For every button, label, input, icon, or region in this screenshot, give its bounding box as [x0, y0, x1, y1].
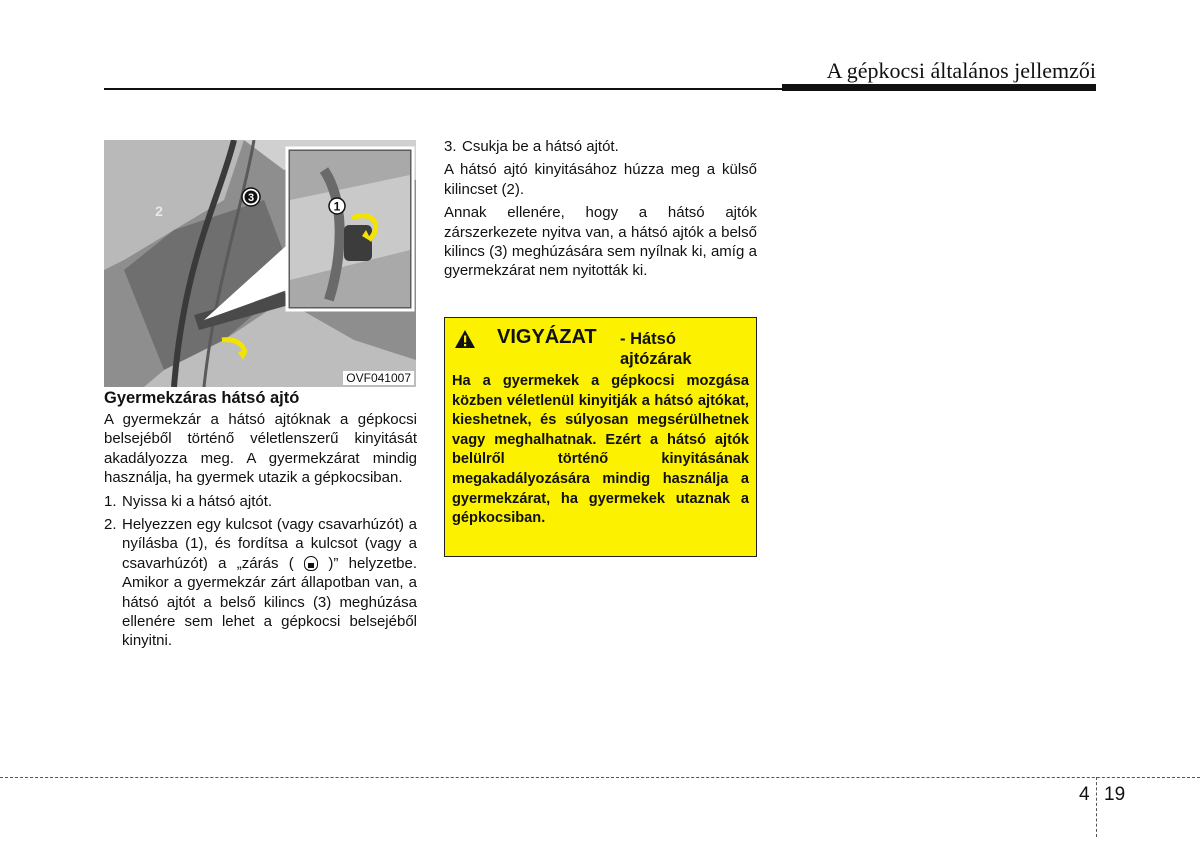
- figure-caption: OVF041007: [343, 371, 414, 385]
- callout-3: 3: [247, 192, 255, 204]
- warning-subtitle: ajtózárak: [620, 350, 692, 368]
- warning-triangle-icon: [454, 329, 476, 349]
- step-text: [122, 515, 417, 651]
- door-photo: [104, 140, 416, 387]
- step-number: 2.: [104, 516, 117, 534]
- chapter-number: 4: [1079, 784, 1090, 805]
- open-instruction-paragraph: A hátsó ajtó kinyitásához húzza meg a külső kilincset (2).: [444, 161, 757, 198]
- intro-paragraph: A gyermekzár a hátsó ajtóknak a gépkocsi belsejéből történő véletlenszerű kinyitását akadályozza meg. A gyermekzárat mindig használja, ha gyermek utazik a gépkocsiban.: [104, 411, 417, 487]
- page-header-title: A gépkocsi általános jellemzői: [826, 58, 1096, 83]
- footer-rule: [0, 777, 1200, 778]
- right-column: [444, 137, 757, 285]
- warning-title: VIGYÁZAT: [497, 326, 597, 348]
- callout-1: 1: [333, 199, 341, 214]
- step-number: 1.: [104, 492, 117, 510]
- warning-box: [444, 317, 757, 557]
- step-2: [104, 515, 417, 651]
- footer-divider: [1096, 777, 1097, 837]
- callout-2: 2: [155, 203, 163, 219]
- warning-header: [452, 326, 749, 368]
- lock-note-paragraph: Annak ellenére, hogy a hátsó ajtók zárszerkezete nyitva van, a hátsó ajtók a belső kilincs (3) meghúzására sem nyílnak ki, amíg a gyermekzárat nem nyitották ki.: [444, 204, 757, 280]
- left-column: [104, 388, 417, 655]
- section-heading: Gyermekzáras hátsó ajtó: [104, 389, 300, 407]
- warning-subtitle: - Hátsó: [620, 330, 676, 348]
- step-1: [104, 492, 417, 511]
- step-text: Csukja be a hátsó ajtót.: [462, 138, 619, 155]
- header-rule-accent: [782, 84, 1096, 91]
- lock-icon: [304, 556, 318, 571]
- page-number: 19: [1104, 784, 1126, 805]
- step-3: [444, 137, 757, 156]
- step-text-part: )” helyzetbe. Amikor a gyermekzár zárt állapotban van, a hátsó ajtót a belső kilincs (3) meghúzása ellenére sem lehet a gépkocsi belsejéből kinyitni.: [122, 554, 418, 650]
- step-text-part: Helyezzen egy kulcsot (vagy csavarhúzót) a nyílásba (1), és fordítsa a kulcsot (vagy a csavarhúzót) a „zárás (: [122, 516, 417, 572]
- step-text: Nyissa ki a hátsó ajtót.: [122, 492, 273, 510]
- child-lock-illustration: [104, 140, 416, 387]
- warning-body: Ha a gyermekek a gépkocsi mozgása közben véletlenül kinyitják a hátsó ajtókat, kieshetnek, és súlyosan megsérülhetnek vagy meghalhatnak. Ezért a hátsó ajtók belülről történő kinyitásának megakadályozására mindig használja a gyermekzárat, ha gyermekek utaznak a gépkocsiban.: [452, 373, 749, 527]
- step-number: 3.: [444, 138, 457, 155]
